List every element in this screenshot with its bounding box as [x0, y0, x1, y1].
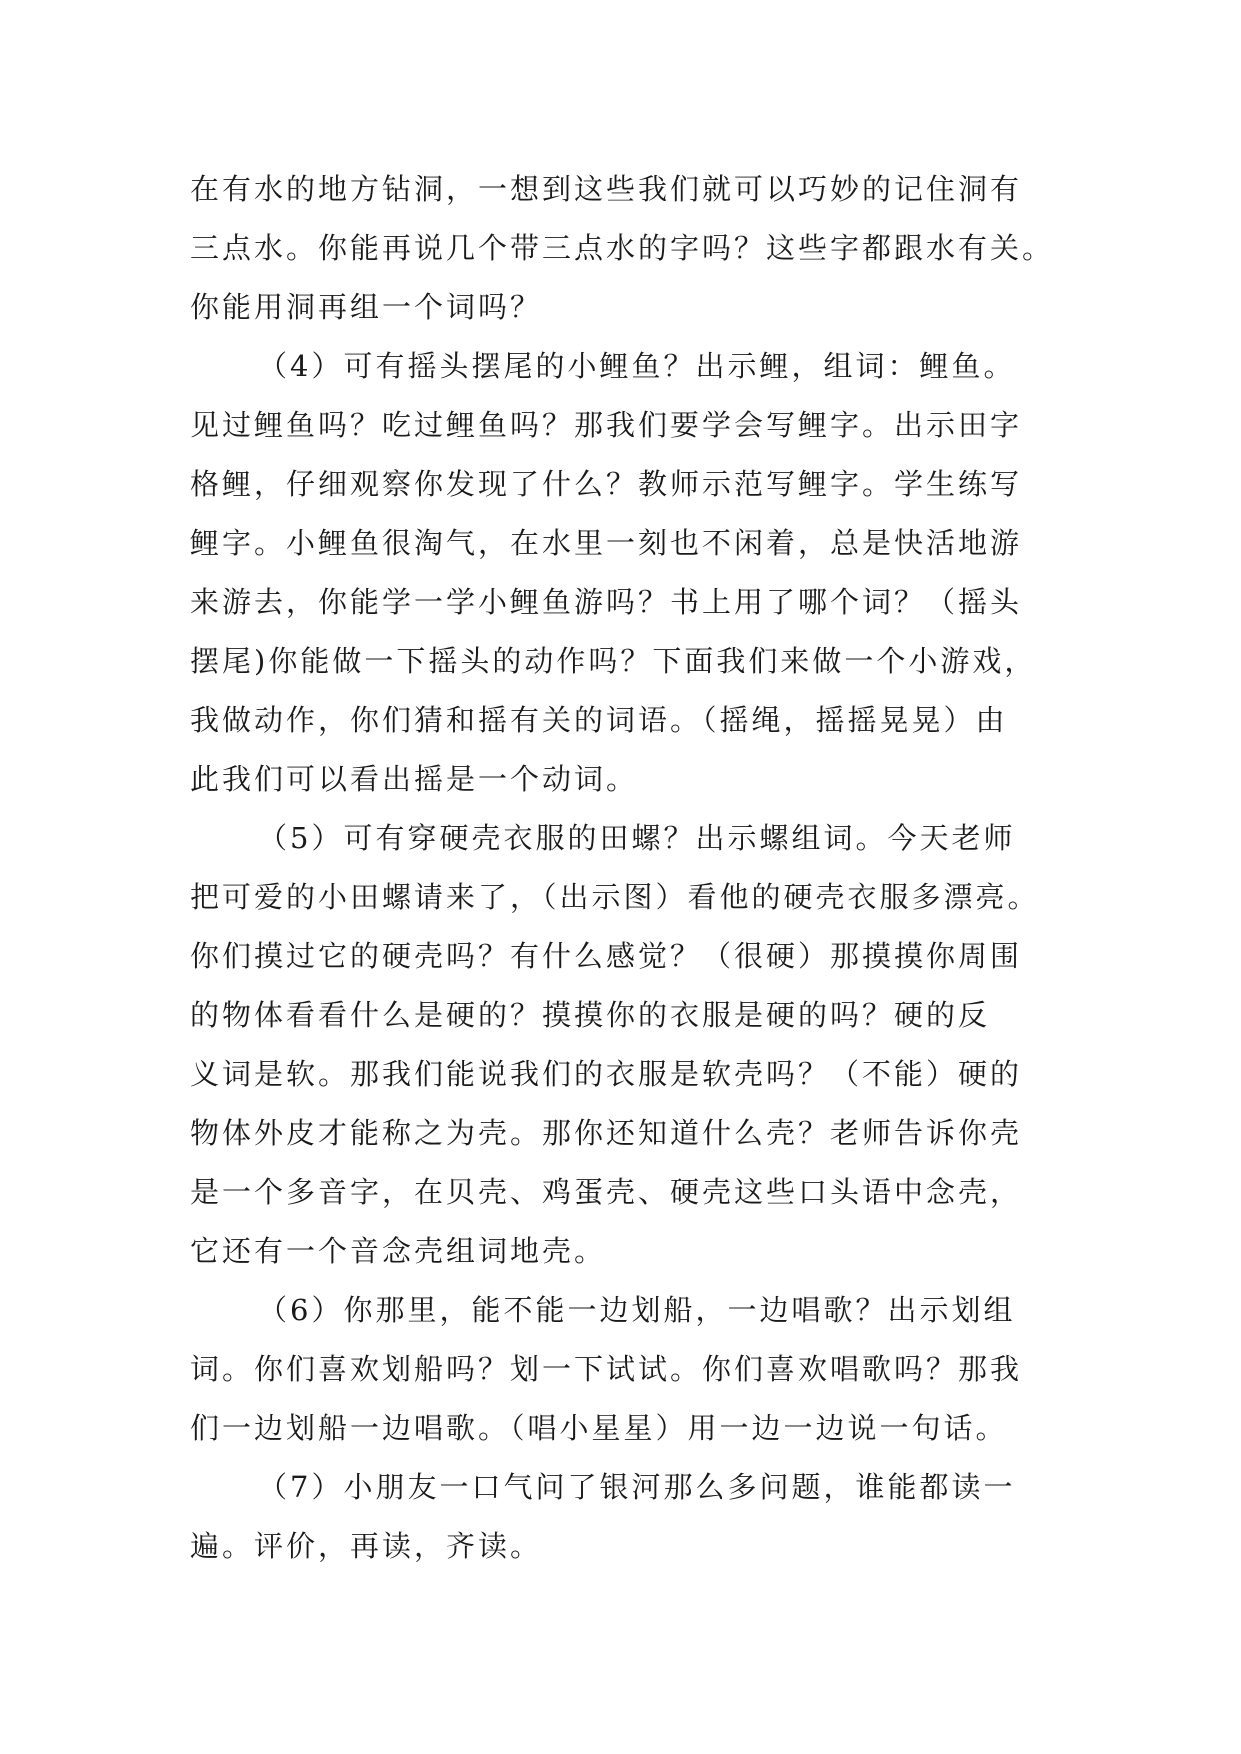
text-line: 此我们可以看出摇是一个动词。: [190, 762, 639, 796]
text-line: 是一个多音字，在贝壳、鸡蛋壳、硬壳这些口头语中念壳，: [190, 1175, 1023, 1209]
text-line: 鲤字。小鲤鱼很淘气，在水里一刻也不闲着，总是快活地游: [190, 526, 1023, 560]
text-line: （7）小朋友一口气问了银河那么多问题，谁能都读一: [258, 1470, 1016, 1504]
body-text: [190, 160, 1090, 1576]
text-line: （6）你那里，能不能一边划船，一边唱歌？出示划组: [258, 1293, 1016, 1327]
text-line: 摆尾)你能做一下摇头的动作吗？下面我们来做一个小游戏，: [190, 644, 1037, 678]
text-line: 我做动作，你们猜和摇有关的词语。（摇绳，摇摇晃晃）由: [190, 703, 1008, 737]
text-line: 物体外皮才能称之为壳。那你还知道什么壳？老师告诉你壳: [190, 1116, 1023, 1150]
text-line: （5）可有穿硬壳衣服的田螺？出示螺组词。今天老师: [258, 821, 1016, 855]
text-line: 在有水的地方钻洞，一想到这些我们就可以巧妙的记住洞有: [190, 172, 1023, 206]
text-line: 们一边划船一边唱歌。（唱小星星）用一边一边说一句话。: [190, 1411, 1008, 1445]
text-line: 三点水。你能再说几个带三点水的字吗？这些字都跟水有关。: [190, 231, 1055, 265]
text-line: 遍。评价，再读，齐读。: [190, 1529, 543, 1563]
text-line: 来游去，你能学一学小鲤鱼游吗？书上用了哪个词？（摇头: [190, 585, 1023, 619]
text-line: （4）可有摇头摆尾的小鲤鱼？出示鲤，组词：鲤鱼。: [258, 349, 1016, 383]
text-line: 见过鲤鱼吗？吃过鲤鱼吗？那我们要学会写鲤字。出示田字: [190, 408, 1023, 442]
text-line: 把可爱的小田螺请来了，（出示图）看他的硬壳衣服多漂亮。: [190, 880, 1040, 914]
text-line: 格鲤，仔细观察你发现了什么？教师示范写鲤字。学生练写: [190, 467, 1023, 501]
text-line: 你能用洞再组一个词吗？: [190, 290, 543, 324]
text-line: 义词是软。那我们能说我们的衣服是软壳吗？（不能）硬的: [190, 1057, 1023, 1091]
text-line: 的物体看看什么是硬的？摸摸你的衣服是硬的吗？硬的反: [190, 998, 991, 1032]
text-line: 词。你们喜欢划船吗？划一下试试。你们喜欢唱歌吗？那我: [190, 1352, 1023, 1386]
text-line: 你们摸过它的硬壳吗？有什么感觉？（很硬）那摸摸你周围: [190, 939, 1023, 973]
text-line: 它还有一个音念壳组词地壳。: [190, 1234, 607, 1268]
